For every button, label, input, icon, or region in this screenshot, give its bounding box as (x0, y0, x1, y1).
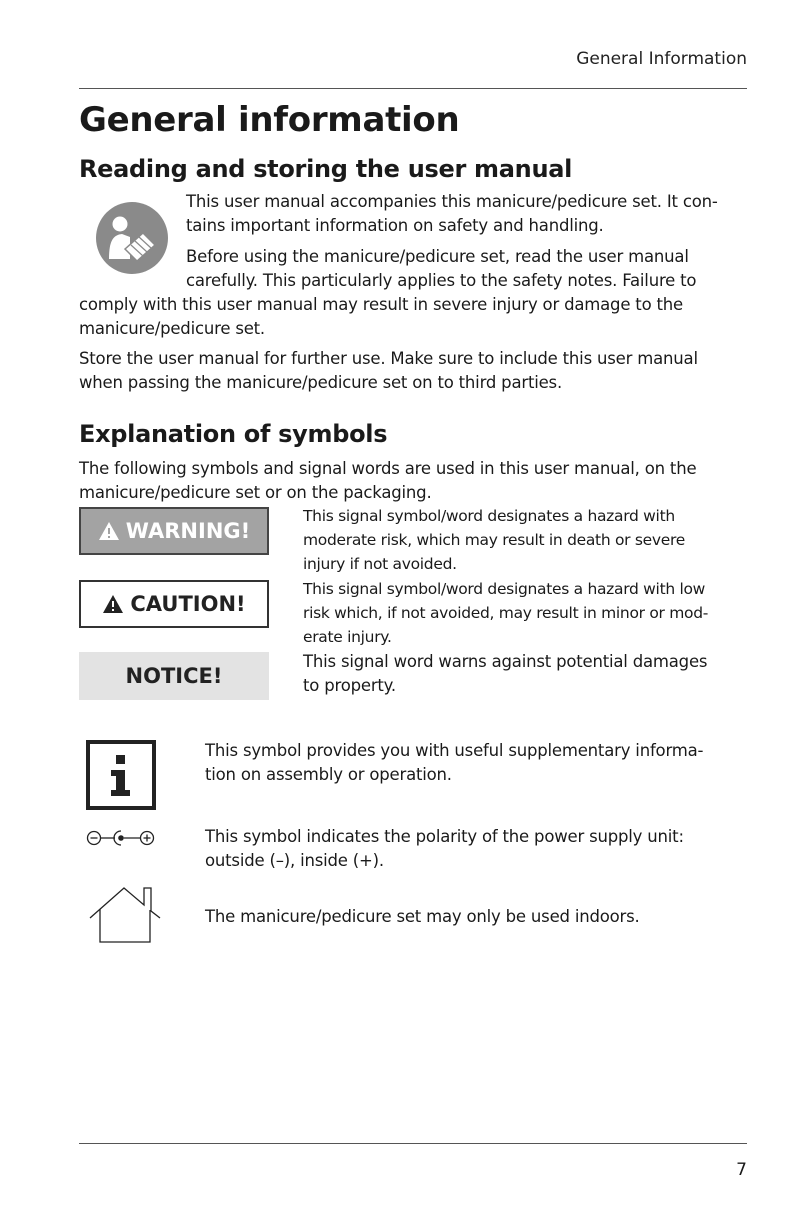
warning-desc-line3: injury if not avoided. (303, 555, 457, 573)
page-title: General information (79, 100, 460, 140)
reading-para3-line2: when passing the manicure/pedicure set on to third parties. (79, 373, 562, 392)
caution-label: CAUTION! (130, 592, 246, 616)
caution-signal-box (79, 580, 269, 628)
reading-para2-line2: carefully. This particularly applies to the safety notes. Failure to (186, 271, 697, 290)
section-heading-reading: Reading and storing the user manual (79, 155, 573, 183)
reading-para3-line1: Store the user manual for further use. Make sure to include this user manual (79, 349, 698, 368)
read-manual-icon (95, 201, 169, 275)
section-heading-symbols: Explanation of symbols (79, 420, 388, 448)
house-desc-line1: The manicure/pedicure set may only be used indoors. (205, 907, 640, 926)
reading-para2-line4: manicure/pedicure set. (79, 319, 265, 338)
caution-triangle-icon (102, 594, 124, 614)
symbols-intro-line1: The following symbols and signal words are used in this user manual, on the (79, 459, 697, 478)
running-header: General Information (576, 49, 747, 69)
info-desc-line1: This symbol provides you with useful supplementary informa- (205, 741, 704, 760)
footer-rule (79, 1143, 747, 1144)
caution-desc-line1: This signal symbol/word designates a hazard with low (303, 580, 706, 598)
caution-desc-line2: risk which, if not avoided, may result in minor or mod- (303, 604, 709, 622)
reading-para1-line1: This user manual accompanies this manicure/pedicure set. It con- (186, 192, 718, 211)
reading-para2-line3: comply with this user manual may result in severe injury or damage to the (79, 295, 683, 314)
info-desc-line2: tion on assembly or operation. (205, 765, 452, 784)
warning-desc-line1: This signal symbol/word designates a hazard with (303, 507, 675, 525)
reading-para2-line1: Before using the manicure/pedicure set, read the user manual (186, 247, 689, 266)
warning-label: WARNING! (125, 519, 251, 543)
warning-signal-box (79, 507, 269, 555)
page-number: 7 (736, 1160, 747, 1180)
notice-desc-line1: This signal word warns against potential damages (303, 652, 708, 671)
notice-desc-line2: to property. (303, 676, 396, 695)
polarity-desc-line1: This symbol indicates the polarity of the power supply unit: (205, 827, 684, 846)
info-icon (86, 740, 156, 810)
warning-triangle-icon (98, 521, 120, 541)
notice-label: NOTICE! (125, 664, 223, 688)
symbols-intro-line2: manicure/pedicure set or on the packaging. (79, 483, 432, 502)
reading-para1-line2: tains important information on safety and handling. (186, 216, 604, 235)
caution-desc-line3: erate injury. (303, 628, 392, 646)
polarity-icon (86, 828, 156, 848)
header-rule (79, 88, 747, 89)
warning-desc-line2: moderate risk, which may result in death or severe (303, 531, 685, 549)
house-icon (88, 884, 162, 944)
notice-signal-box (79, 652, 269, 700)
polarity-desc-line2: outside (–), inside (+). (205, 851, 384, 870)
